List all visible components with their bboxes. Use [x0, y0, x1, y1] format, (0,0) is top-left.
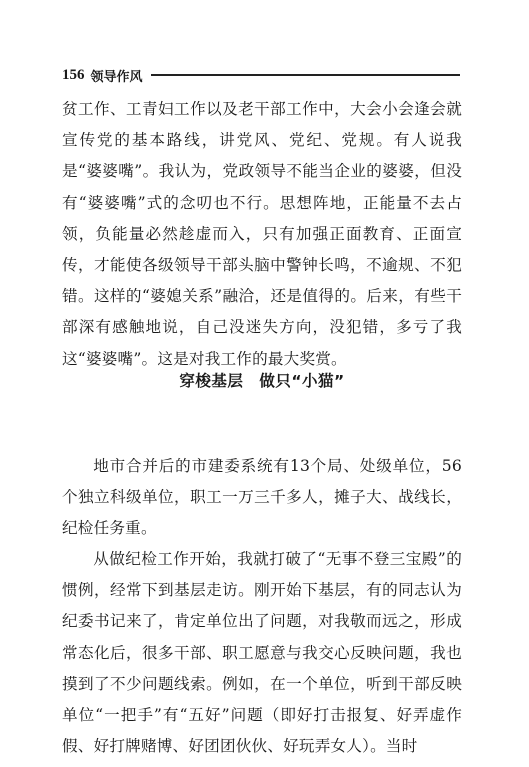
body-paragraph-2: 地市合并后的市建委系统有13个局、处级单位，56个独立科级单位，职工一万三千多人，摊子大、战线长，纪检任务重。 [62, 457, 462, 538]
section-heading: 穿梭基层 做只“小猫” [179, 372, 345, 390]
page-header [62, 65, 460, 85]
header-rule [151, 74, 460, 76]
running-title: 领导作风 [90, 69, 143, 85]
page-number: 156 [62, 66, 85, 83]
body-paragraph-1: 贫工作、工青妇工作以及老干部工作中，大会小会逢会就宣传党的基本路线，讲党风、党纪、党规。有人说我是“婆婆嘴”。我认为，党政领导不能当企业的婆婆，但没有“婆婆嘴”式的念叨也不行。思想阵地，正能量不去占领，负能量必然趁虚而入，只有加强正面教育、正面宣传，才能使各级领导干部头脑中警钟长鸣，不逾规、不犯错。这样的“婆媳关系”融洽，还是值得的。后来，有些干部深有感触地说，自己没迷失方向，没犯错，多亏了我这“婆婆嘴”。这是对我工作的最大奖赏。 [62, 100, 462, 368]
body-paragraph-3: 从做纪检工作开始，我就打破了“无事不登三宝殿”的惯例，经常下到基层走访。刚开始下基层，有的同志认为纪委书记来了，肯定单位出了问题，对我敬而远之，形成常态化后，很多干部、职工愿意与我交心反映问题，我也摸到了不少问题线索。例如，在一个单位，听到干部反映单位“一把手”有“五好”问题（即好打击报复、好弄虚作假、好打牌赌博、好团团伙伙、好玩弄女人）。当时 [62, 550, 462, 756]
